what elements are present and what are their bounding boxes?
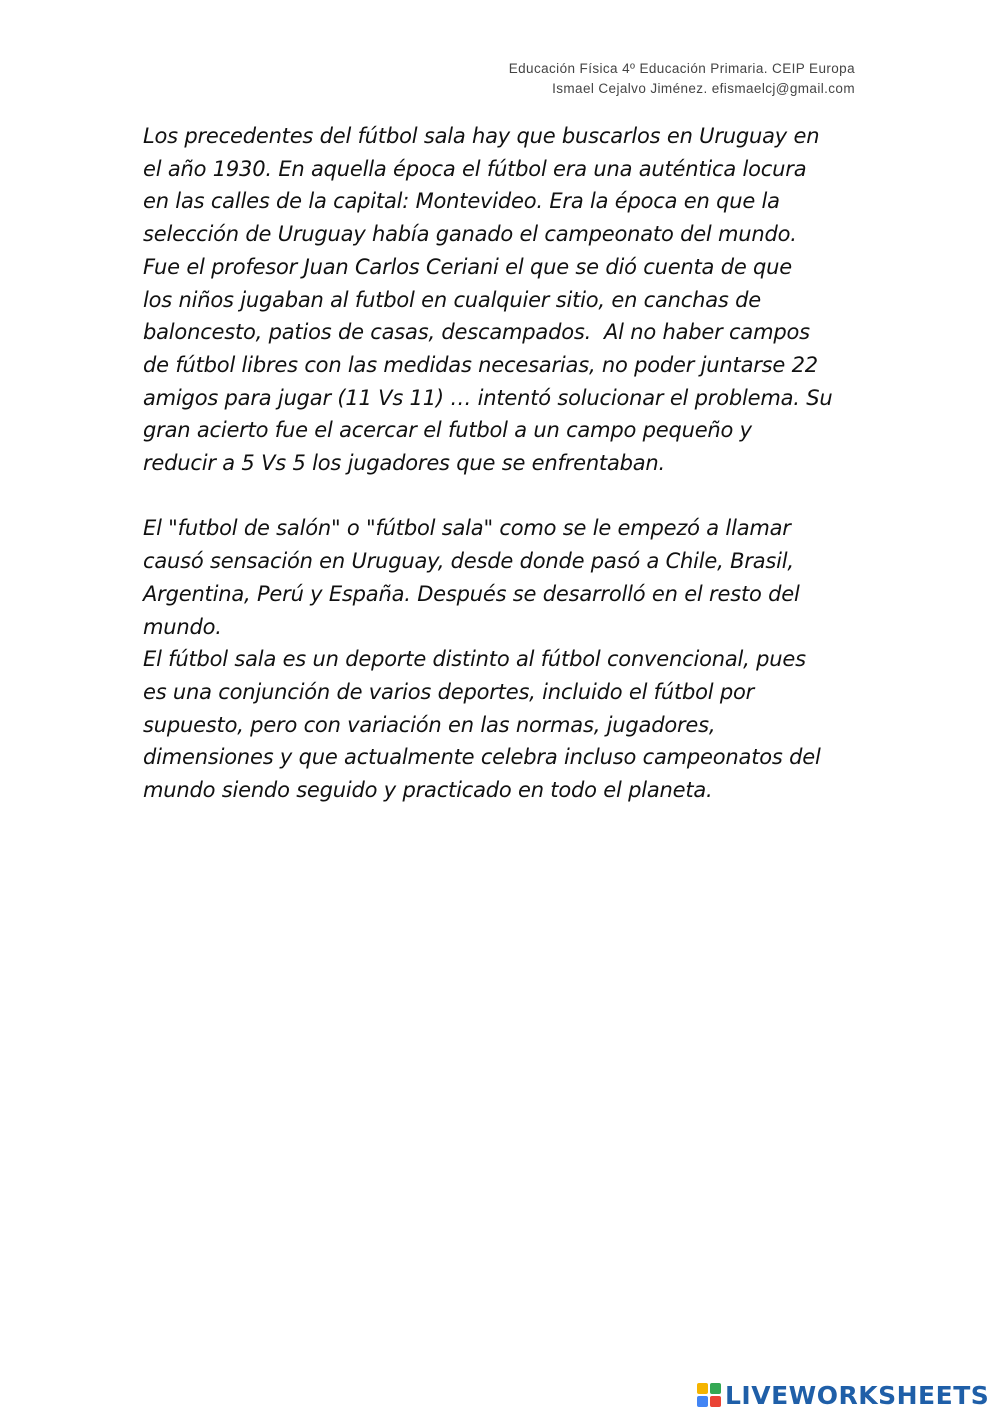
text-line: los niños jugaban al futbol en cualquier sitio, en canchas de xyxy=(143,287,761,312)
text-line: mundo siendo seguido y practicado en todo el planeta. xyxy=(143,778,713,803)
logo-tile xyxy=(710,1383,721,1394)
text-line: El "futbol de salón" o "fútbol sala" como se le empezó a llamar xyxy=(143,516,791,541)
liveworksheets-mark-icon xyxy=(697,1383,721,1407)
header-author-line: Ismael Cejalvo Jiménez. efismaelcj@gmail.com xyxy=(552,81,855,96)
paragraph-gap xyxy=(143,480,873,513)
text-line: Los precedentes del fútbol sala hay que buscarlos en Uruguay en xyxy=(143,124,820,148)
text-line: amigos para jugar (11 Vs 11) … intentó solucionar el problema. Su xyxy=(143,385,833,410)
text-line: El fútbol sala es un deporte distinto al fútbol convencional, pues xyxy=(143,647,806,672)
text-line: Fue el profesor Juan Carlos Ceriani el que se dió cuenta de que xyxy=(143,254,792,279)
worksheet-text xyxy=(143,120,873,807)
text-line: selección de Uruguay había ganado el campeonato del mundo. xyxy=(143,222,797,247)
logo-tile xyxy=(710,1396,721,1407)
text-line: gran acierto fue el acercar el futbol a un campo pequeño y xyxy=(143,418,752,443)
text-line: es una conjunción de varios deportes, incluido el fútbol por xyxy=(143,679,755,704)
logo-tile xyxy=(697,1383,708,1394)
text-line: de fútbol libres con las medidas necesarias, no poder juntarse 22 xyxy=(143,352,818,377)
logo-tile xyxy=(697,1396,708,1407)
header-course-line: Educación Física 4º Educación Primaria. CEIP Europa xyxy=(508,61,855,76)
text-line: causó sensación en Uruguay, desde donde pasó a Chile, Brasil, xyxy=(143,549,794,574)
brand-name: LIVEWORKSHEETS xyxy=(725,1380,990,1410)
text-line: reducir a 5 Vs 5 los jugadores que se enfrentaban. xyxy=(143,451,666,476)
text-line: en las calles de la capital: Montevideo. Era la época en que la xyxy=(143,189,780,214)
liveworksheets-logo xyxy=(697,1380,989,1410)
text-line: mundo. xyxy=(143,614,222,639)
text-line: supuesto, pero con variación en las normas, jugadores, xyxy=(143,712,716,737)
text-line: el año 1930. En aquella época el fútbol era una auténtica locura xyxy=(143,156,807,181)
text-line: Argentina, Perú y España. Después se desarrolló en el resto del xyxy=(143,581,800,606)
paragraph-1 xyxy=(143,120,873,480)
page-header xyxy=(509,59,855,99)
paragraph-2 xyxy=(143,512,873,806)
text-line: dimensiones y que actualmente celebra incluso campeonatos del xyxy=(143,745,821,770)
text-line: baloncesto, patios de casas, descampados. Al no haber campos xyxy=(143,320,810,345)
